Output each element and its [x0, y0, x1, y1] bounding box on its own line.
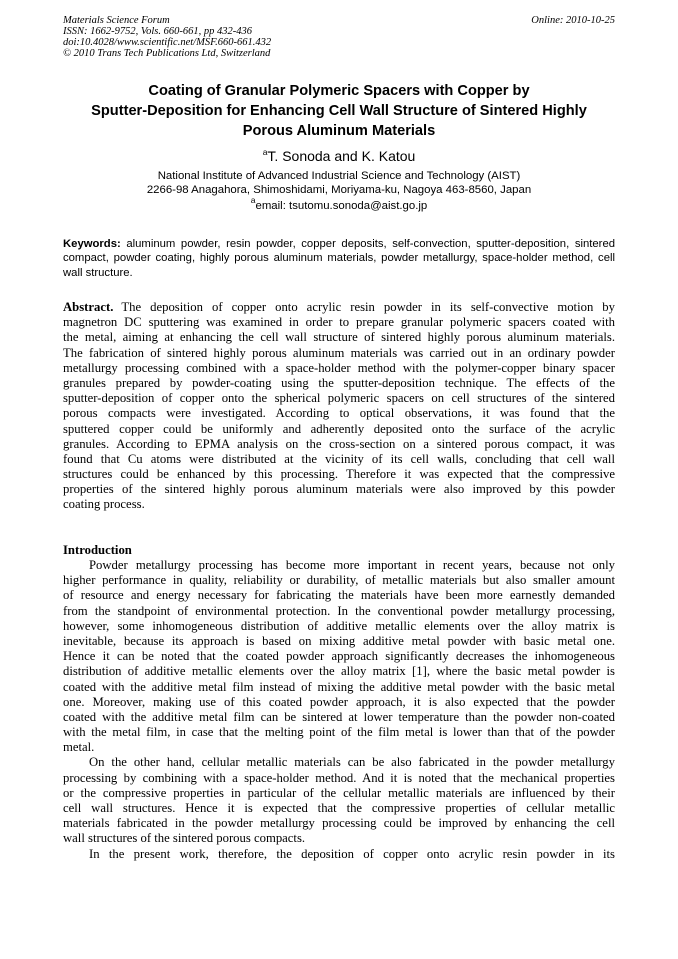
- intro-line: metal.: [63, 740, 95, 755]
- keywords-block: [63, 237, 615, 280]
- intro-line: cell wall structures. Hence it is expected that the compressive properties of cellular metallic: [63, 801, 615, 815]
- intro-line: Hence it can be noted that the coated powder approach significantly decreases the inhomogeneous: [63, 649, 615, 664]
- intro-line: coated with the additive metal film can be sintered at lower temperature than the powder non-coated: [63, 709, 615, 724]
- intro-line: Powder metallurgy processing has become more important in recent years, because not only: [89, 558, 615, 572]
- title-line: Sputter-Deposition for Enhancing Cell Wall Structure of Sintered Highly: [91, 103, 587, 119]
- intro-line: materials fabricated in the powder metallurgy processing could be improved by enhancing the cell: [63, 816, 615, 831]
- abstract-line: porous compacts were investigated. According to optical observations, it was found that the: [63, 406, 615, 421]
- intro-line: however, some inhomogeneous distribution of additive metallic elements over the alloy matrix is: [63, 618, 615, 633]
- abstract-line: sputtered copper could be uniformly and adherently deposited onto the surface of the acrylic: [63, 421, 615, 436]
- intro-line: inevitable, because its approach is based on mixing additive metal powder with basic metal one.: [63, 633, 615, 648]
- abstract-line: The fabrication of sintered highly porous aluminum materials was carried out in an ordinary powder: [63, 345, 615, 360]
- online-date: Online: 2010-10-25: [531, 15, 615, 26]
- paper-title: [63, 81, 615, 141]
- affiliation-address: 2266-98 Anagahora, Shimoshidami, Moriyama-ku, Nagoya 463-8560, Japan: [146, 184, 532, 196]
- abstract-line: [63, 300, 615, 315]
- author-line: [63, 147, 615, 165]
- intro-line: from the standpoint of environmental protection. In the conventional powder metallurgy processing,: [63, 603, 615, 618]
- intro-line: or the compressive properties in particular of the cellular metallic materials are influenced by their: [63, 785, 615, 800]
- abstract-line: metallurgy processing combined with a space-holder method with the polymer-copper binary spacer: [63, 360, 615, 375]
- keywords-label: Keywords:: [63, 238, 121, 250]
- abstract-line: magnetron DC sputtering was examined in order to prepare granular polymeric spacers coated with: [63, 315, 615, 330]
- introduction-heading: Introduction: [63, 543, 132, 557]
- issn-line: ISSN: 1662-9752, Vols. 660-661, pp 432-436: [63, 26, 252, 37]
- intro-line: On the other hand, cellular metallic materials can be also fabricated in the powder metallurgy: [89, 755, 615, 770]
- intro-line: coated with the additive metal film instead of mixing the additive metal powder with the basic metal: [63, 679, 615, 694]
- affiliation-institute: National Institute of Advanced Industrial Science and Technology (AIST): [157, 170, 521, 182]
- doi-line: doi:10.4028/www.scientific.net/MSF.660-661.432: [63, 37, 272, 48]
- abstract-line: structures could be enhanced by this processing. Therefore it was expected that the compressive: [63, 467, 615, 482]
- intro-line: higher performance in quality, reliability or durability, of metallic materials but also smaller amount: [63, 573, 615, 588]
- email-text: email: tsutomu.sonoda@aist.go.jp: [255, 200, 428, 212]
- abstract-line: coating process.: [63, 497, 145, 512]
- introduction-block: [63, 558, 615, 862]
- intro-line: In the present work, therefore, the deposition of copper onto acrylic resin powder in its: [89, 846, 615, 861]
- title-line: Porous Aluminum Materials: [242, 123, 436, 139]
- abstract-block: [63, 300, 615, 513]
- journal-header: [63, 15, 615, 59]
- intro-line: with the metal film, in case that the melting point of the film metal is lower than that of the powder: [63, 725, 615, 740]
- abstract-line: found that Cu atoms were distributed at the vicinity of its cell walls, concluding that cell wall: [63, 451, 615, 466]
- intro-line: processing by combining with a space-holder method. And it is noted that the mechanical properties: [63, 770, 615, 785]
- author-superscript: a: [262, 147, 268, 157]
- author-email: [63, 197, 615, 215]
- abstract-line: sputter-deposition of copper onto the spherical polymeric spacers on cell structures of the sintered: [63, 391, 615, 406]
- keywords-text: aluminum powder, resin powder, copper deposits, self-convection, sputter-deposition, sintered compact, powder coating, highly porous aluminum materials, powder metallurgy, space-holder method, cell wall structure.: [63, 238, 616, 279]
- abstract-line: the metal, aiming at enhancing the cell wall structure of sintered highly porous aluminum materials.: [63, 330, 615, 345]
- email-superscript: a: [250, 195, 256, 205]
- title-line: Coating of Granular Polymeric Spacers with Copper by: [148, 83, 530, 99]
- abstract-line: granules prepared by powder-coating using the sputter-deposition technique. The effects of the: [63, 375, 615, 390]
- intro-line: distribution of additive metallic elements over the alloy matrix [1], where the basic metal powder is: [63, 664, 615, 679]
- abstract-label: Abstract.: [63, 300, 114, 314]
- abstract-line-text: The deposition of copper onto acrylic resin powder in its self-convective motion by: [121, 300, 615, 314]
- intro-line: of resource and energy necessary for fabricating the materials have been more earnestly demanded: [63, 588, 615, 603]
- author-names: T. Sonoda and K. Katou: [267, 148, 416, 164]
- abstract-line: properties of the sintered highly porous aluminum materials were also improved by this powder: [63, 482, 615, 497]
- abstract-line: granules. According to EPMA analysis on the cross-section on a sintered porous compact, it was: [63, 436, 615, 451]
- journal-name: Materials Science Forum: [63, 15, 170, 26]
- intro-line: wall structures of the sintered porous compacts.: [63, 831, 306, 846]
- intro-line: one. Moreover, making use of this coated powder approach, it is also expected that the powder: [63, 694, 615, 709]
- copyright-line: © 2010 Trans Tech Publications Ltd, Switzerland: [63, 48, 271, 59]
